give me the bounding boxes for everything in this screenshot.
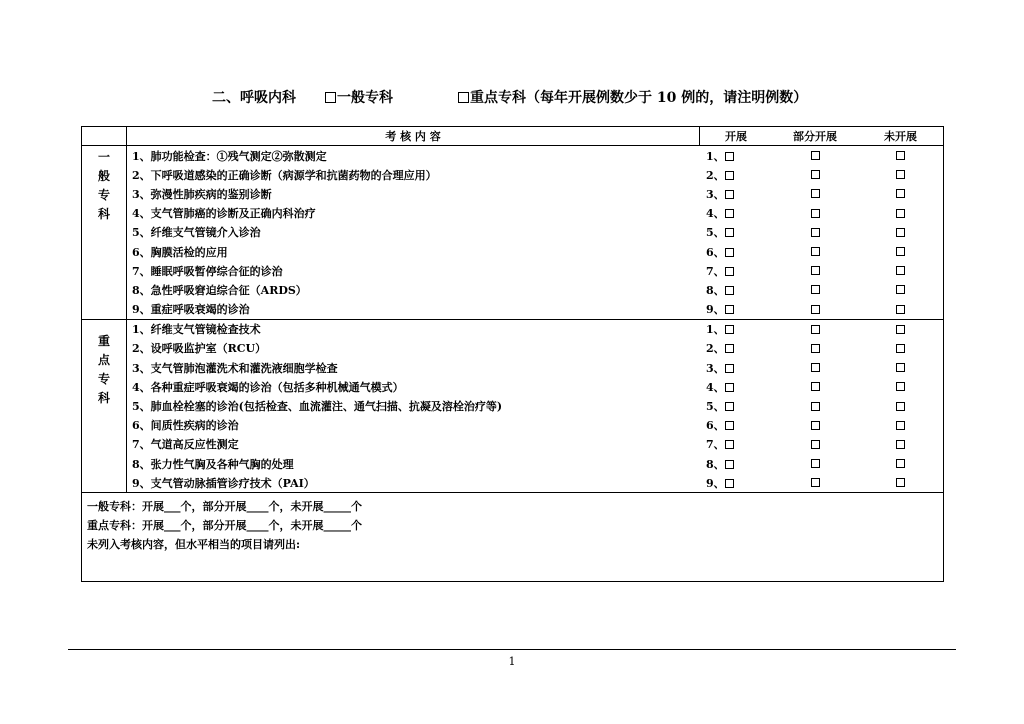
checkbox-icon[interactable] xyxy=(811,305,820,314)
checkbox-icon[interactable] xyxy=(896,402,905,411)
general-item-8: 8、急性呼吸窘迫综合征（ARDS） xyxy=(132,283,307,297)
checkbox-icon[interactable] xyxy=(896,151,905,160)
footer-divider xyxy=(68,649,956,650)
table-row: 8、张力性气胸及各种气胸的处理 8、 xyxy=(127,454,943,473)
checkbox-icon[interactable] xyxy=(325,92,336,103)
general-items xyxy=(127,146,943,319)
checkbox-icon[interactable] xyxy=(896,305,905,314)
checkbox-icon[interactable] xyxy=(811,382,820,391)
checkbox-icon[interactable] xyxy=(725,402,734,411)
checkbox-icon[interactable] xyxy=(811,228,820,237)
page-heading xyxy=(0,87,1024,109)
key-item-3: 3、支气管肺泡灌洗术和灌洗液细胞学检查 xyxy=(132,361,338,375)
general-item-5: 5、纤维支气管镜介入诊治 xyxy=(132,226,261,240)
key-specialty-option[interactable]: 重点专科（每年开展例数少于 10 例的，请注明例数） xyxy=(458,87,807,107)
general-item-2: 2、下呼吸道感染的正确诊断（病源学和抗菌药物的合理应用） xyxy=(132,168,437,182)
key-category-label: 重 点 专 科 xyxy=(82,319,127,493)
checkbox-icon[interactable] xyxy=(896,209,905,218)
checkbox-icon[interactable] xyxy=(896,189,905,198)
checkbox-icon[interactable] xyxy=(811,170,820,179)
checkbox-icon[interactable] xyxy=(725,228,734,237)
table-row: 5、纤维支气管镜介入诊治 5、 xyxy=(127,223,943,242)
checkbox-icon[interactable] xyxy=(725,364,734,373)
checkbox-icon[interactable] xyxy=(896,344,905,353)
table-row: 1、肺功能检查：①残气测定②弥散测定 1、 xyxy=(127,146,943,165)
checkbox-icon[interactable] xyxy=(896,170,905,179)
table-row: 2、下呼吸道感染的正确诊断（病源学和抗菌药物的合理应用） 2、 xyxy=(127,165,943,184)
table-row: 2、设呼吸监护室（RCU） 2、 xyxy=(127,339,943,358)
checkbox-icon[interactable] xyxy=(896,478,905,487)
table-row: 9、支气管动脉插管诊疗技术（PAI） 9、 xyxy=(127,473,943,492)
summary-section xyxy=(82,493,944,582)
checkbox-icon[interactable] xyxy=(725,440,734,449)
checkbox-icon[interactable] xyxy=(811,325,820,334)
checkbox-icon[interactable] xyxy=(896,325,905,334)
checkbox-icon[interactable] xyxy=(725,479,734,488)
key-item-2: 2、设呼吸监护室（RCU） xyxy=(132,342,267,356)
checkbox-icon[interactable] xyxy=(725,248,734,257)
general-item-4: 4、支气管肺癌的诊断及正确内科治疗 xyxy=(132,207,316,221)
table-row: 9、重症呼吸衰竭的诊治 9、 xyxy=(127,300,943,319)
general-item-7: 7、睡眠呼吸暂停综合征的诊治 xyxy=(132,264,283,278)
checkbox-icon[interactable] xyxy=(896,421,905,430)
checkbox-icon[interactable] xyxy=(896,382,905,391)
checkbox-icon[interactable] xyxy=(725,190,734,199)
table-row: 7、睡眠呼吸暂停综合征的诊治 7、 xyxy=(127,261,943,280)
table-row: 3、支气管肺泡灌洗术和灌洗液细胞学检查 3、 xyxy=(127,358,943,377)
checkbox-icon[interactable] xyxy=(725,421,734,430)
checkbox-icon[interactable] xyxy=(811,266,820,275)
checkbox-icon[interactable] xyxy=(725,152,734,161)
key-item-9: 9、支气管动脉插管诊疗技术（PAI） xyxy=(132,476,315,490)
table-row: 6、间质性疾病的诊治 6、 xyxy=(127,416,943,435)
header-partial: 部分开展 xyxy=(793,130,837,143)
key-section xyxy=(82,319,944,493)
checkbox-icon[interactable] xyxy=(725,305,734,314)
table-row: 4、各种重症呼吸衰竭的诊治（包括多种机械通气模式） 4、 xyxy=(127,377,943,396)
checkbox-icon[interactable] xyxy=(725,460,734,469)
checkbox-icon[interactable] xyxy=(811,440,820,449)
general-item-9: 9、重症呼吸衰竭的诊治 xyxy=(132,303,250,317)
header-not-done: 未开展 xyxy=(884,130,917,143)
key-item-1: 1、纤维支气管镜检查技术 xyxy=(132,323,261,337)
header-blank xyxy=(82,127,127,146)
table-row: 6、胸膜活检的应用 6、 xyxy=(127,242,943,261)
checkbox-icon[interactable] xyxy=(725,209,734,218)
checkbox-icon[interactable] xyxy=(811,421,820,430)
checkbox-icon[interactable] xyxy=(725,344,734,353)
key-item-6: 6、间质性疾病的诊治 xyxy=(132,419,239,433)
checkbox-icon[interactable] xyxy=(725,383,734,392)
assessment-table xyxy=(81,126,944,582)
general-specialty-option[interactable]: 一般专科 xyxy=(325,87,393,107)
section-title: 二、呼吸内科 xyxy=(212,90,296,106)
table-row: 5、肺血栓栓塞的诊治(包括检查、血流灌注、通气扫描、抗凝及溶栓治疗等) 5、 xyxy=(127,396,943,415)
general-category-label: 一 般 专 科 xyxy=(82,146,127,320)
table-header xyxy=(82,127,944,146)
checkbox-icon[interactable] xyxy=(896,285,905,294)
general-item-1: 1、肺功能检查：①残气测定②弥散测定 xyxy=(132,149,327,163)
checkbox-icon[interactable] xyxy=(896,266,905,275)
key-item-5: 5、肺血栓栓塞的诊治(包括检查、血流灌注、通气扫描、抗凝及溶栓治疗等) xyxy=(132,400,503,414)
checkbox-icon[interactable] xyxy=(811,151,820,160)
checkbox-icon[interactable] xyxy=(725,267,734,276)
table-row: 4、支气管肺癌的诊断及正确内科治疗 4、 xyxy=(127,204,943,223)
general-item-3: 3、弥漫性肺疾病的鉴别诊断 xyxy=(132,187,272,201)
checkbox-icon[interactable] xyxy=(811,459,820,468)
checkbox-icon[interactable] xyxy=(811,285,820,294)
table-row: 3、弥漫性肺疾病的鉴别诊断 3、 xyxy=(127,184,943,203)
key-summary[interactable]: 重点专科：开展___个，部分开展____个，未开展_____个 xyxy=(87,519,362,533)
header-content: 考 核 内 容 xyxy=(127,127,700,146)
other-items-prompt[interactable]: 未列入考核内容，但水平相当的项目请列出: xyxy=(87,538,301,552)
table-row: 7、气道高反应性测定 7、 xyxy=(127,435,943,454)
checkbox-icon[interactable] xyxy=(458,92,469,103)
key-item-4: 4、各种重症呼吸衰竭的诊治（包括多种机械通气模式） xyxy=(132,380,404,394)
general-item-6: 6、胸膜活检的应用 xyxy=(132,245,228,259)
checkbox-icon[interactable] xyxy=(811,344,820,353)
checkbox-icon[interactable] xyxy=(896,247,905,256)
key-item-7: 7、气道高反应性测定 xyxy=(132,438,239,452)
key-items xyxy=(127,320,943,493)
checkbox-icon[interactable] xyxy=(896,440,905,449)
header-done: 开展 xyxy=(725,130,747,143)
checkbox-icon[interactable] xyxy=(811,478,820,487)
checkbox-icon[interactable] xyxy=(811,402,820,411)
general-summary[interactable]: 一般专科：开展___个，部分开展____个，未开展_____个 xyxy=(87,500,362,514)
general-section xyxy=(82,146,944,320)
key-item-8: 8、张力性气胸及各种气胸的处理 xyxy=(132,457,294,471)
checkbox-icon[interactable] xyxy=(725,171,734,180)
checkbox-icon[interactable] xyxy=(811,189,820,198)
page-number: 1 xyxy=(508,655,516,668)
checkbox-icon[interactable] xyxy=(896,459,905,468)
checkbox-icon[interactable] xyxy=(811,247,820,256)
checkbox-icon[interactable] xyxy=(811,209,820,218)
checkbox-icon[interactable] xyxy=(725,286,734,295)
checkbox-icon[interactable] xyxy=(725,325,734,334)
checkbox-icon[interactable] xyxy=(896,363,905,372)
table-row: 8、急性呼吸窘迫综合征（ARDS） 8、 xyxy=(127,280,943,299)
checkbox-icon[interactable] xyxy=(896,228,905,237)
checkbox-icon[interactable] xyxy=(811,363,820,372)
table-row: 1、纤维支气管镜检查技术 1、 xyxy=(127,320,943,339)
